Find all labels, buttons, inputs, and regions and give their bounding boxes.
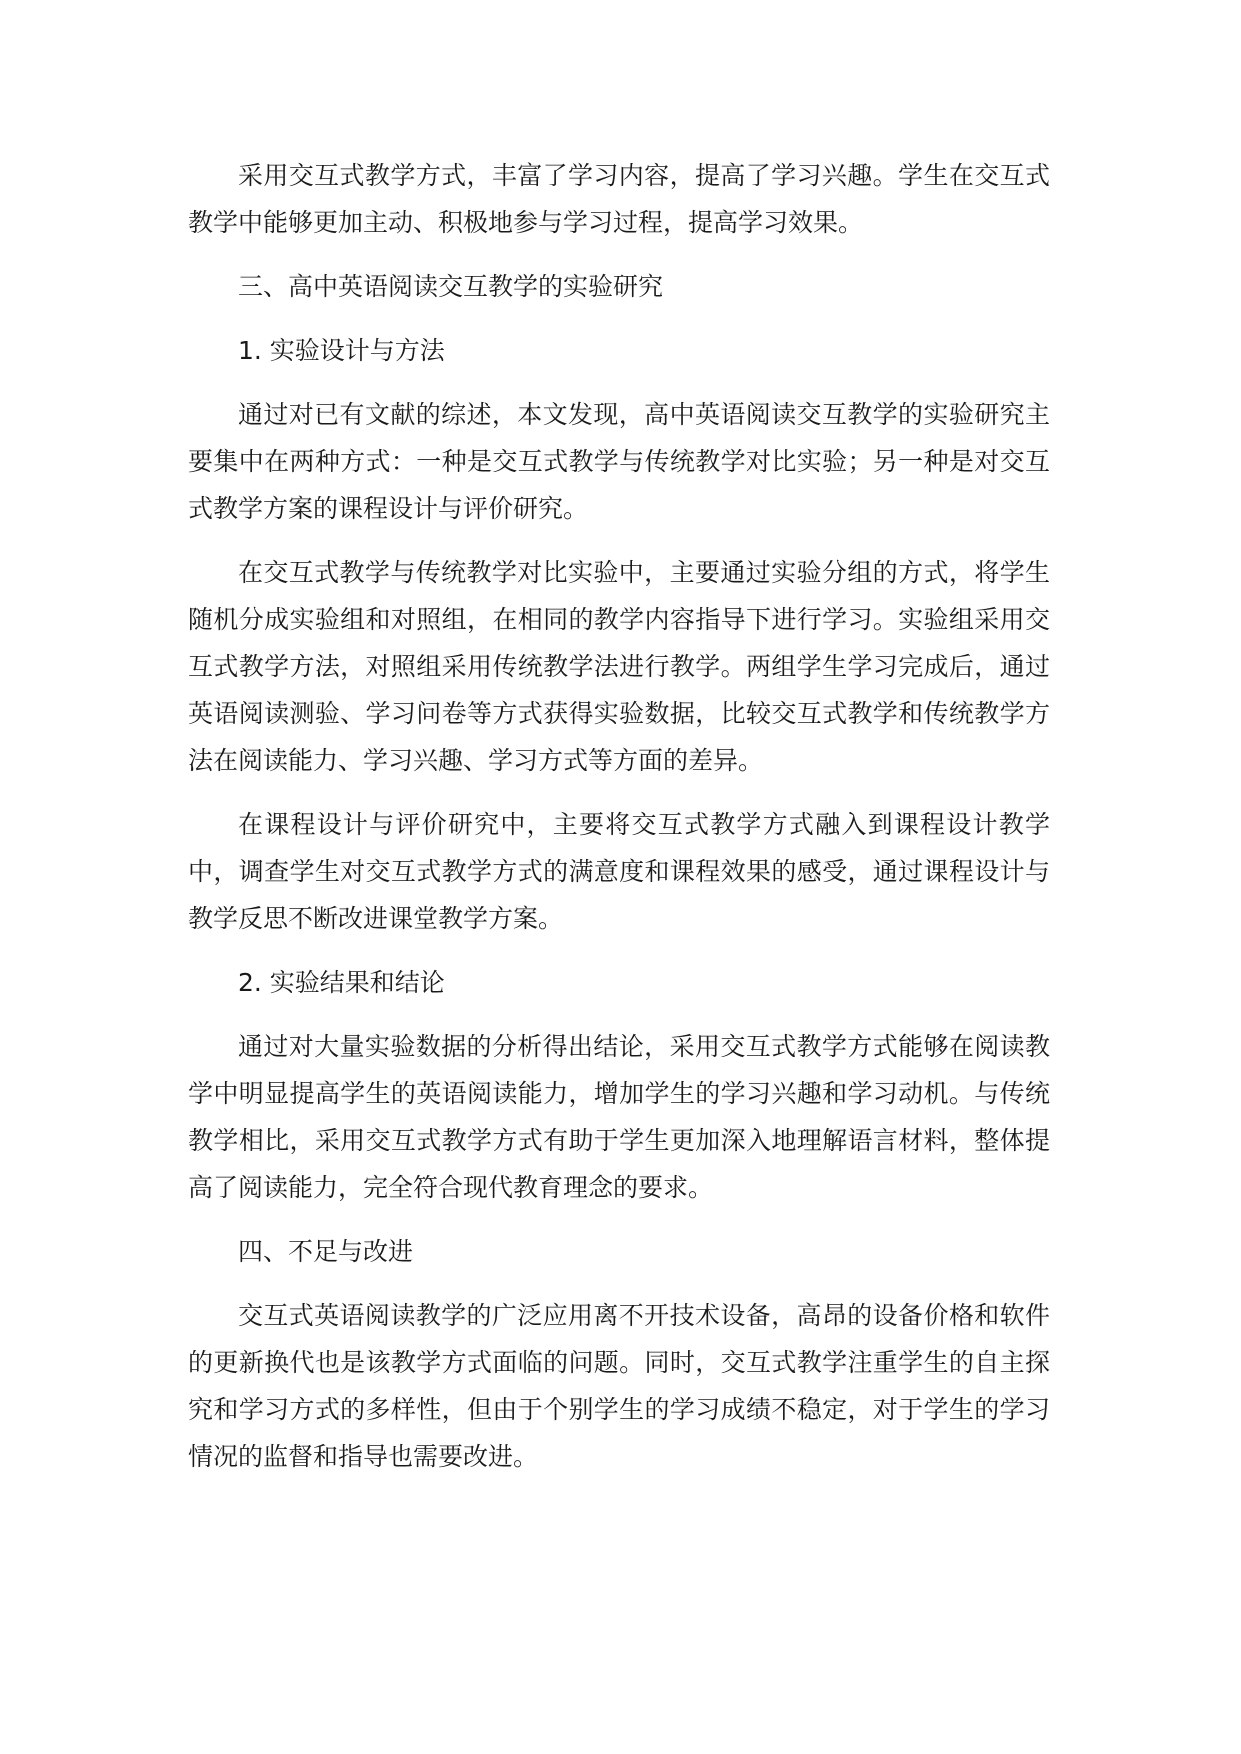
body-paragraph: 通过对大量实验数据的分析得出结论，采用交互式教学方式能够在阅读教学中明显提高学生的英语阅读能力，增加学生的学习兴趣和学习动机。与传统教学相比，采用交互式教学方式有助于学生更加深入地理解语言材料，整体提高了阅读能力，完全符合现代教育理念的要求。 bbox=[188, 1032, 1050, 1202]
body-paragraph: 采用交互式教学方式，丰富了学习内容，提高了学习兴趣。学生在交互式教学中能够更加主动、积极地参与学习过程，提高学习效果。 bbox=[188, 161, 1050, 237]
document-page bbox=[188, 152, 1050, 1497]
section-heading: 四、不足与改进 bbox=[238, 1237, 414, 1266]
body-paragraph: 在课程设计与评价研究中，主要将交互式教学方式融入到课程设计教学中，调查学生对交互式教学方式的满意度和课程效果的感受，通过课程设计与教学反思不断改进课堂教学方案。 bbox=[188, 810, 1050, 933]
body-paragraph: 交互式英语阅读教学的广泛应用离不开技术设备，高昂的设备价格和软件的更新换代也是该教学方式面临的问题。同时，交互式教学注重学生的自主探究和学习方式的多样性，但由于个别学生的学习成绩不稳定，对于学生的学习情况的监督和指导也需要改进。 bbox=[188, 1301, 1050, 1471]
body-paragraph: 在交互式教学与传统教学对比实验中，主要通过实验分组的方式，将学生随机分成实验组和对照组，在相同的教学内容指导下进行学习。实验组采用交互式教学方法，对照组采用传统教学法进行教学。两组学生学习完成后，通过英语阅读测验、学习问卷等方式获得实验数据，比较交互式教学和传统教学方法在阅读能力、学习兴趣、学习方式等方面的差异。 bbox=[188, 558, 1050, 775]
body-paragraph: 通过对已有文献的综述，本文发现，高中英语阅读交互教学的实验研究主要集中在两种方式：一种是交互式教学与传统教学对比实验；另一种是对交互式教学方案的课程设计与评价研究。 bbox=[188, 400, 1050, 523]
section-heading: 三、高中英语阅读交互教学的实验研究 bbox=[238, 272, 664, 301]
subsection-heading: 1. 实验设计与方法 bbox=[238, 336, 445, 365]
subsection-heading: 2. 实验结果和结论 bbox=[238, 968, 445, 997]
